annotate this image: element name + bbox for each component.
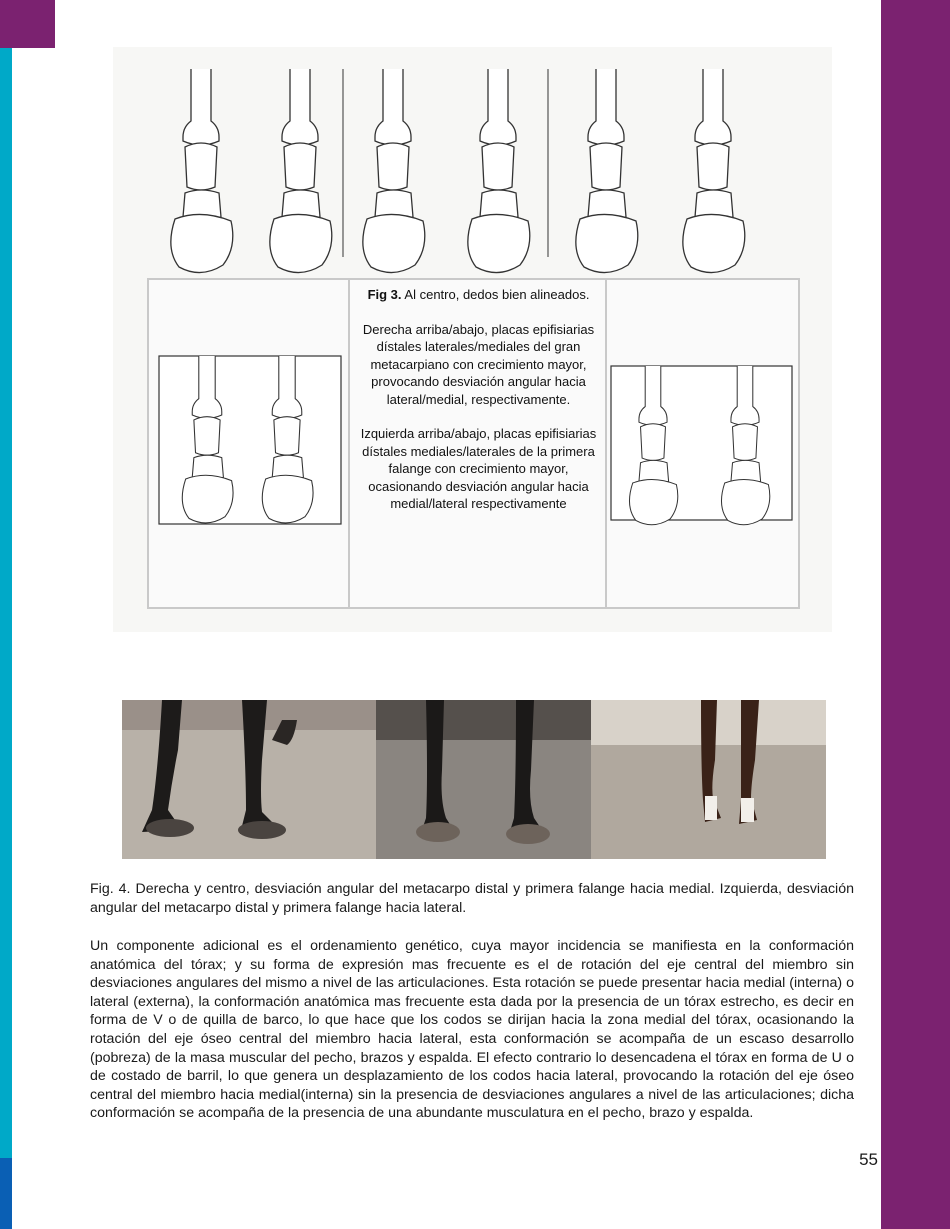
top-digit-5 xyxy=(576,69,638,273)
top-digit-2 xyxy=(270,69,332,273)
header-color-tab xyxy=(0,0,55,48)
top-digit-1 xyxy=(171,69,233,273)
figure-4-photo-right xyxy=(591,700,826,859)
left-blue-bar xyxy=(0,1158,12,1229)
figure-3-label: Fig 3. xyxy=(367,287,402,302)
top-digit-6 xyxy=(683,69,745,273)
figure-3-caption-cell xyxy=(350,280,607,607)
page-number: 55 xyxy=(859,1150,878,1169)
top-digit-3 xyxy=(363,69,425,273)
figure-3-right-cell xyxy=(607,280,798,607)
left-cyan-bar xyxy=(0,48,12,1158)
figure-4-photo-left xyxy=(122,700,376,859)
body-paragraph: Un componente adicional es el ordenamiento genético, cuya mayor incidencia se manifiesta en la conformación anatómica del tórax; y su forma de expresión mas frecuente es el de rotación del eje central del miembro sin desviaciones angulares del mismo a nivel de las articulaciones. Esta rotación se puede presentar hacia medial (interna) o lateral (externa), la conformación anatómica mas frecuente esta dada por la presencia de un tórax estrecho, es decir en forma de V o de quilla de barco, lo que hace que los codos se dirijan hacia la zona medial del tórax, ocasionando la rotación del eje óseo central del miembro hacia lateral, esta conformación se acompaña de un escaso desarrollo (pobreza) de la masa muscular del pecho, brazos y espalda. El efecto contrario lo desencadena el tórax en forma de U o de costado de barril, lo que genera un desplazamiento de los codos hacia lateral, provocando la rotación del eje óseo central del miembro hacia medial(interna) sin la presencia de desviaciones angulares a nivel de las articulaciones; dicha conformación se acompaña de la presencia de una abundante musculatura en el pecho, brazo y espalda. xyxy=(90,938,854,1122)
figure-4-photo-center xyxy=(376,700,591,859)
figure-3-caption-right: Derecha arriba/abajo, placas epifisiarias dístales laterales/mediales del gran metacarpiano con crecimiento mayor, provocando desviación angular hacia lateral/medial, respectivamente. xyxy=(362,321,595,407)
top-digit-4 xyxy=(468,69,530,273)
figure-3-caption-left: Izquierda arriba/abajo, placas epifisiarias dístales mediales/laterales de la primera falange con crecimiento mayor, ocasionando desviación angular hacia medial/lateral respectivamente xyxy=(360,426,597,511)
figure-3-caption xyxy=(360,286,597,530)
figure-3-table xyxy=(147,278,800,609)
figure-3-left-cell xyxy=(149,280,350,607)
figure-4-caption: Fig. 4. Derecha y centro, desviación angular del metacarpo distal y primera falange hacia medial. Izquierda, desviación angular del metacarpo distal y primera falange hacia lateral. xyxy=(90,881,854,916)
right-purple-band xyxy=(881,0,950,1229)
figure-3-caption-title: Al centro, dedos bien alineados. xyxy=(404,287,590,302)
figure-3 xyxy=(113,47,832,632)
